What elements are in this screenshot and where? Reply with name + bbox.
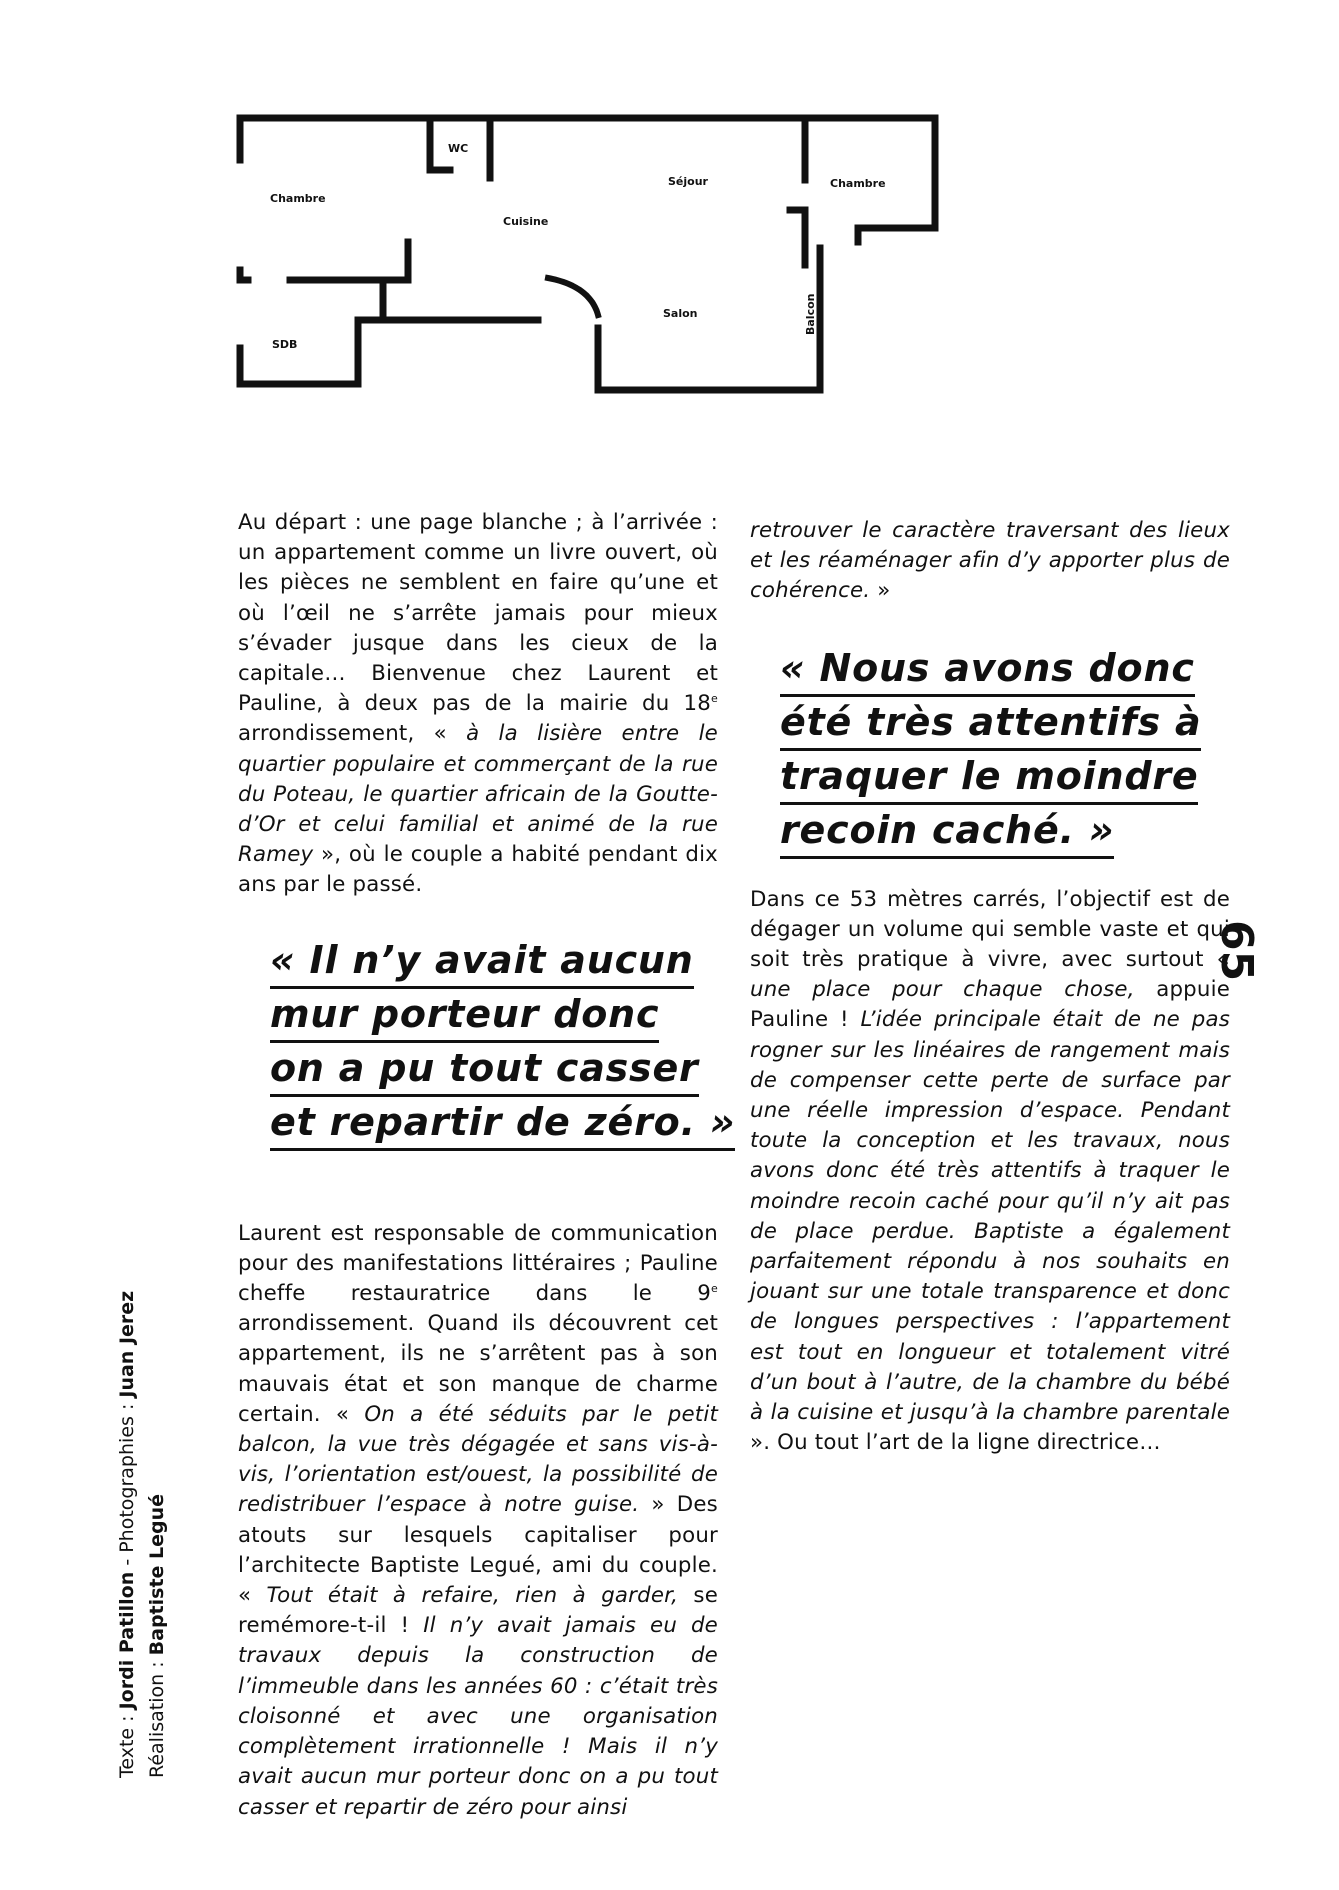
wall-sdb-inner (358, 280, 383, 384)
page-number: 65 (1211, 920, 1262, 982)
right-paragraph-0: retrouver le caractère traversant des lieux et les réaménager afin d’y apporter plus de cohérence. » (750, 518, 1230, 604)
wall-sdb (290, 242, 408, 280)
wall-top (240, 118, 935, 228)
room-sdb: SDB (272, 338, 298, 351)
wall-balcony-post (790, 210, 805, 265)
room-sejour: Séjour (668, 175, 708, 188)
right-paragraph-1: Dans ce 53 mètres carrés, l’objectif est de dégager un volume qui semble vaste et qui soit très pratique à vivre, avec surtout « une place pour chaque chose, appuie Pauline ! L’idée principale était de ne pas rogner sur les linéaires de rangement mais de compenser cette perte de surface par une réelle impression d’espace. Pendant toute la conception et les travaux, nous avons donc été très attentifs à traquer le moindre recoin caché pour qu’il n’y ait pas de place perdue. Baptiste a également parfaitement répondu à nos souhaits en jouant sur une totale transparence et donc de longues perspectives : l’appartement est tout en longueur et totalement vitré d’un bout à l’autre, de la chambre du bébé à la cuisine et jusqu’à la chambre parentale ». Ou tout l’art de la ligne directrice… (750, 886, 1230, 1456)
pull-quote-left (270, 935, 735, 1151)
left-paragraph-1: Au départ : une page blanche ; à l’arrivée : un appartement comme un livre ouvert, où les pièces ne semblent en faire qu’une et où l’œil ne s’arrête jamais pour mieux s’évader jusque dans les cieux de la capitale… Bienvenue chez Laurent et Pauline, à deux pas de la mairie du 18e arrondissement, « à la lisière entre le quartier populaire et commerçant de la rue du Poteau, le quartier africain de la Goutte-d’Or et celui familial et animé de la rue Ramey », où le couple a habité pendant dix ans par le passé. (238, 510, 718, 898)
wall-left-lower (240, 348, 358, 384)
pull-quote-line: mur porteur donc (270, 989, 659, 1043)
credits-line-2: Réalisation : Baptiste Legué (146, 1493, 168, 1778)
room-balcon: Balcon (804, 293, 817, 335)
pull-quote-line: été très attentifs à (780, 697, 1201, 751)
wall-wc-left (430, 118, 450, 170)
wall-left-upper (240, 270, 248, 280)
room-cuisine: Cuisine (503, 215, 549, 228)
credits-line-1: Texte : Jordi Patillon - Photographies : Juan Jerez (116, 1290, 138, 1778)
pull-quote-line: et repartir de zéro. » (270, 1097, 735, 1151)
pull-quote-line: recoin caché. » (780, 805, 1114, 859)
pull-quote-line: traquer le moindre (780, 751, 1198, 805)
door-arc (548, 278, 598, 315)
pull-quote-line: « Il n’y avait aucun (270, 935, 694, 989)
floor-plan (230, 110, 960, 410)
left-paragraph-2: Laurent est responsable de communication pour des manifestations littéraires ; Pauline cheffe restauratrice dans le 9e arrondissement. Quand ils découvrent cet appartement, ils ne s’arrêtent pas à son mauvais état et son manque de charme certain. « On a été séduits par le petit balcon, la vue très dégagée et sans vis-à-vis, l’orientation est/ouest, la possibilité de redistribuer l’espace à notre guise. » Des atouts sur lesquels capitaliser pour l’architecte Baptiste Legué, ami du couple. « Tout était à refaire, rien à garder, se remémore-t-il ! Il n’y avait jamais eu de travaux depuis la construction de l’immeuble dans les années 60 : c’était très cloisonné et avec une organisation complètement irrationnelle ! Mais il n’y avait aucun mur porteur donc on a pu tout casser et repartir de zéro pour ainsi (238, 1220, 719, 1820)
pull-quote-line: on a pu tout casser (270, 1043, 699, 1097)
wall-salon (598, 248, 820, 390)
room-wc: WC (448, 142, 469, 155)
pull-quote-right (780, 643, 1201, 859)
room-salon: Salon (663, 307, 698, 320)
left-column (238, 508, 718, 1823)
credits (112, 1291, 172, 1778)
pull-quote-line: « Nous avons donc (780, 643, 1195, 697)
room-chambre-left: Chambre (270, 192, 326, 205)
room-chambre-right: Chambre (830, 177, 886, 190)
